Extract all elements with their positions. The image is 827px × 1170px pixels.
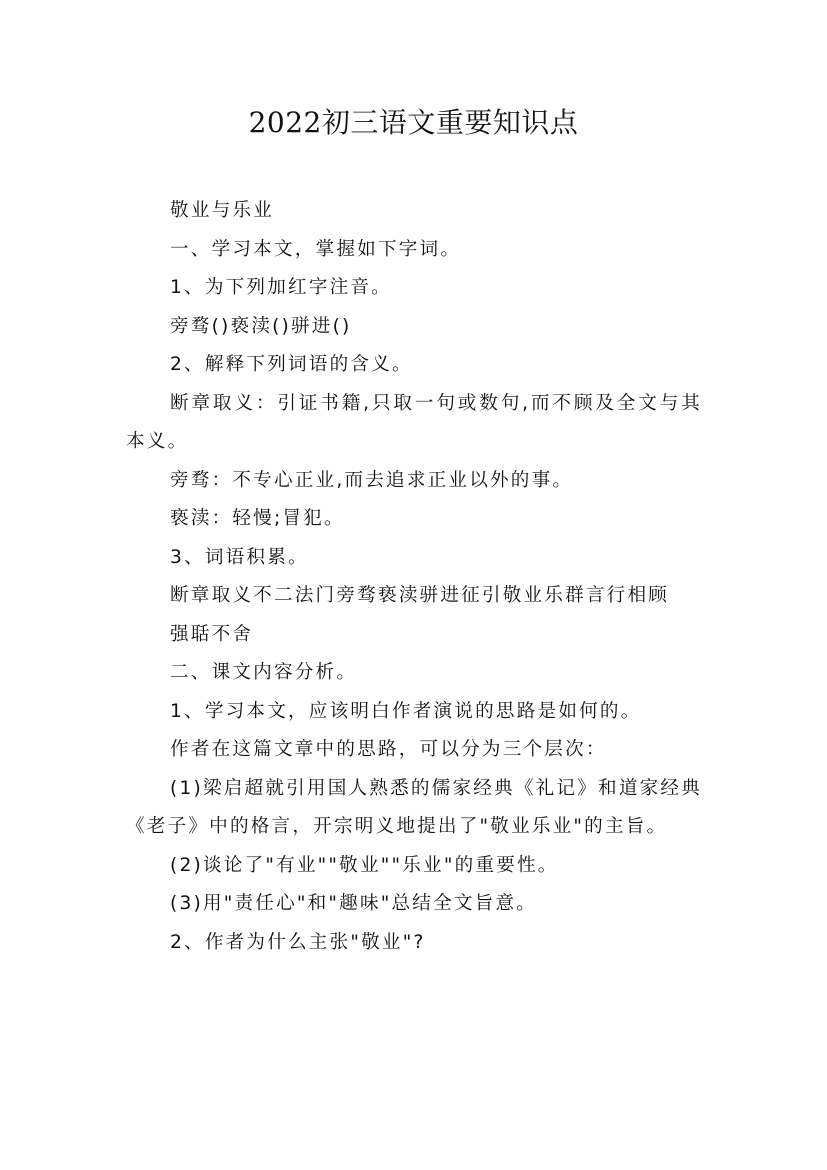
paragraph-definition-duanzhangquyi: 断章取义：引证书籍,只取一句或数句,而不顾及全文与其本义。 bbox=[126, 392, 702, 452]
paragraph-vocabulary-list: 断章取义不二法门旁骛亵渎骈进征引敬业乐群言行相顾 bbox=[170, 585, 670, 606]
paragraph-heading-jingye-yu-leye: 敬业与乐业 bbox=[170, 200, 274, 221]
paragraph-level-two: (2)谈论了"有业""敬业""乐业"的重要性。 bbox=[170, 854, 559, 876]
paragraph-section-one: 一、学习本文，掌握如下字词。 bbox=[170, 238, 462, 260]
paragraph-item-vocabulary: 3、词语积累。 bbox=[170, 546, 309, 568]
paragraph-definition-xiedu: 亵渎：轻慢;冒犯。 bbox=[170, 508, 345, 529]
paragraph-pinyin-blanks: 旁骛()亵渎()骈进() bbox=[170, 315, 352, 337]
document-body bbox=[126, 192, 702, 962]
paragraph-level-one: (1)梁启超就引用国人熟悉的儒家经典《礼记》和道家经典《老子》中的格言，开宗明义地提出了"敬业乐业"的主旨。 bbox=[126, 777, 702, 837]
paragraph-question-jingye: 2、作者为什么主张"敬业"? bbox=[170, 931, 426, 953]
paragraph-definition-pangwu: 旁骛：不专心正业,而去追求正业以外的事。 bbox=[170, 469, 574, 491]
paragraph-vocabulary-list-end: 强聒不舍 bbox=[170, 623, 254, 645]
document-title: 2022初三语文重要知识点 bbox=[248, 106, 579, 139]
paragraph-level-three: (3)用"责任心"和"趣味"总结全文旨意。 bbox=[170, 893, 538, 914]
paragraph-three-levels: 作者在这篇文章中的思路，可以分为三个层次： bbox=[170, 739, 607, 760]
paragraph-section-two: 二、课文内容分析。 bbox=[170, 662, 358, 683]
paragraph-item-explain: 2、解释下列词语的含义。 bbox=[170, 354, 413, 375]
paragraph-item-pinyin: 1、为下列加红字注音。 bbox=[170, 277, 392, 298]
paragraph-item-author-thinking: 1、学习本文，应该明白作者演说的思路是如何的。 bbox=[170, 700, 642, 722]
